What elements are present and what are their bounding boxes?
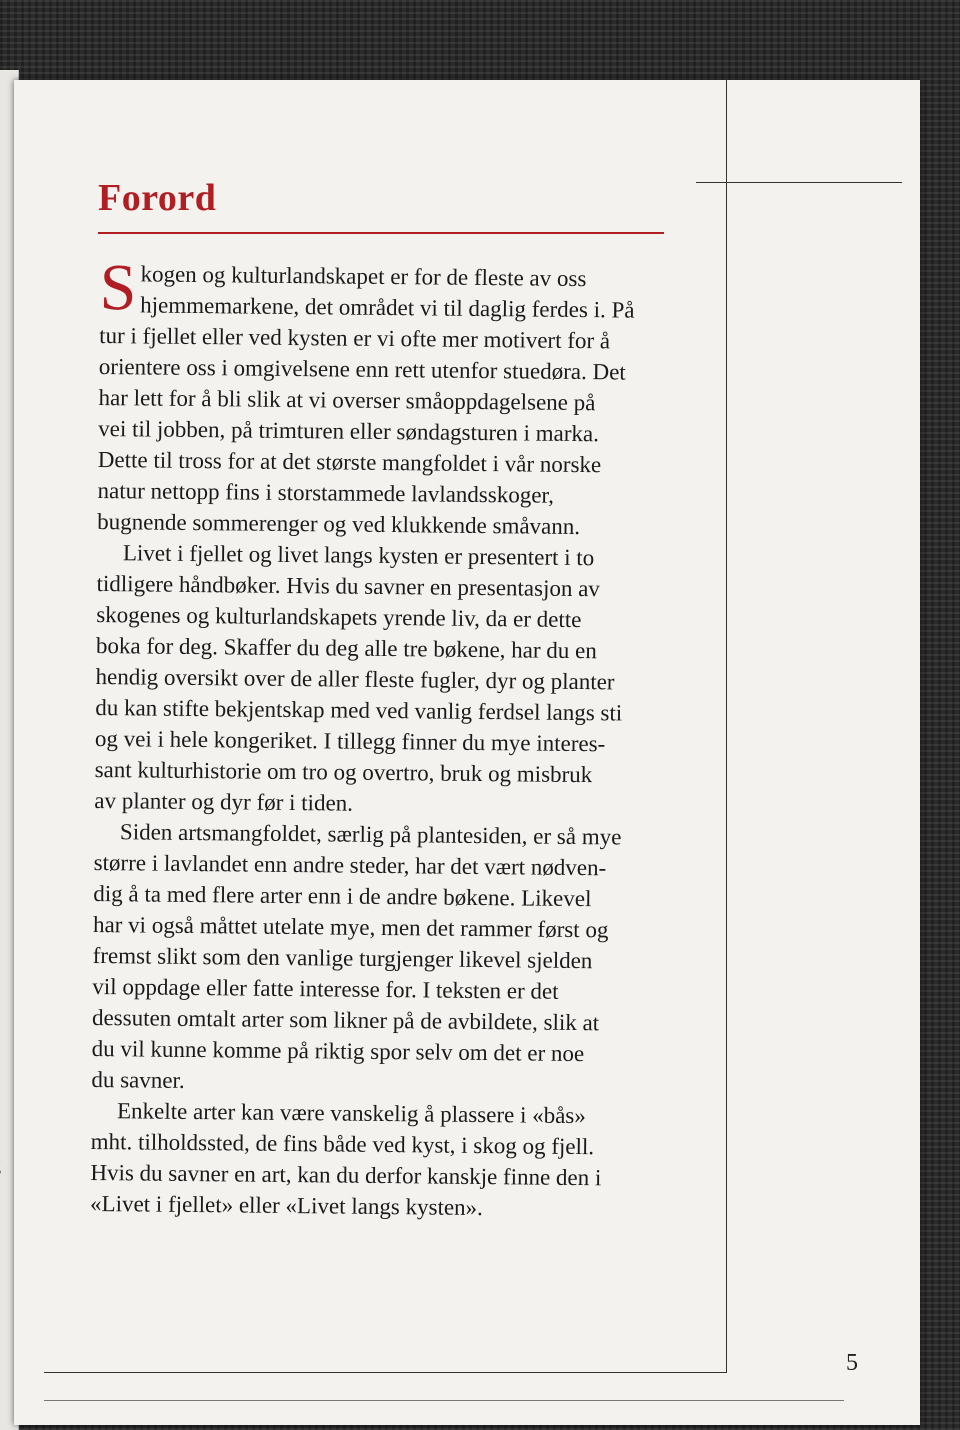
text-line: skogenes og kulturlandskapets yrende liv, da er dette [96, 601, 582, 633]
text-line: av planter og dyr før i tiden. [94, 787, 354, 816]
text-line: du vil kunne komme på riktig spor selv om det er noe [91, 1035, 585, 1067]
text-line: «Livet i fjellet» eller «Livet langs kysten». [89, 1190, 484, 1221]
text-line: du kan stifte bekjentskap med ved vanlig ferdsel langs sti [95, 694, 623, 726]
text-line: du savner. [91, 1066, 185, 1093]
page-number: 5 [846, 1350, 858, 1376]
text-line: vei til jobben, på trimturen eller søndagsturen i marka. [98, 415, 600, 447]
book-page [14, 80, 920, 1425]
text-line: bugnende sommerenger og ved klukkende småvann. [97, 508, 581, 540]
text-line: fremst slikt som den vanlige turgjenger likevel sjelden [92, 942, 593, 974]
paragraph-4 [90, 1095, 671, 1225]
text-line: tur i fjellet eller ved kysten er vi ofte mer motivert for å [99, 322, 611, 354]
text-line: hendig oversikt over de aller fleste fugler, dyr og planter [95, 663, 615, 695]
text-line: Livet i fjellet og livet langs kysten er presentert i to [122, 540, 595, 571]
paragraph-2 [94, 537, 677, 822]
text-line: hjemmemarkene, det området vi til daglig ferdes i. På [140, 292, 635, 323]
text-line: natur nettopp fins i storstammede lavlandsskoger, [97, 477, 555, 508]
text-line: Siden artsmangfoldet, særlig på plantesiden, er så mye [119, 819, 622, 850]
text-line: boka for deg. Skaffer du deg alle tre bøkene, har du en [95, 632, 597, 664]
text-line: dessuten omtalt arter som likner på de avbildete, slik at [91, 1004, 600, 1036]
text-line: Enkelte arter kan være vanskelig å plassere i «bås» [116, 1098, 586, 1129]
text-line: Dette til tross for at det største mangfoldet i vår norske [97, 446, 602, 478]
text-line: dig å ta med flere arter enn i de andre bøkene. Likevel [93, 880, 592, 912]
page-frame-top-rule [696, 182, 902, 183]
text-line: orientere oss i omgivelsene enn rett utenfor stuedøra. Det [98, 353, 626, 385]
text-line: tidligere håndbøker. Hvis du savner en presentasjon av [96, 570, 601, 602]
body-text [89, 251, 680, 1225]
page-title: Forord [98, 177, 217, 219]
title-underline [98, 232, 664, 234]
text-line: sant kulturhistorie om tro og overtro, bruk og misbruk [94, 756, 593, 788]
paragraph-1 [97, 251, 680, 543]
text-line: kogen og kulturlandskapet er for de fleste av oss [140, 261, 587, 292]
text-line: og vei i hele kongeriket. I tillegg finner du mye interes- [94, 725, 606, 757]
paragraph-3 [91, 816, 674, 1101]
page-bottom-rule [44, 1400, 844, 1401]
drop-cap: S [99, 251, 137, 325]
text-line: har lett for å bli slik at vi overser småoppdagelsene på [98, 384, 596, 416]
text-line: mht. tilholdssted, de fins både ved kyst, i skog og fjell. [90, 1128, 595, 1160]
facing-page-margin-letter [0, 1155, 1, 1176]
text-line: vil oppdage eller fatte interesse for. I teksten er det [92, 973, 559, 1004]
text-line: har vi også måttet utelate mye, men det rammer først og [92, 911, 609, 943]
text-line: større i lavlandet enn andre steder, har det vært nødven- [93, 849, 607, 881]
text-line: Hvis du savner en art, kan du derfor kanskje finne den i [90, 1159, 602, 1191]
